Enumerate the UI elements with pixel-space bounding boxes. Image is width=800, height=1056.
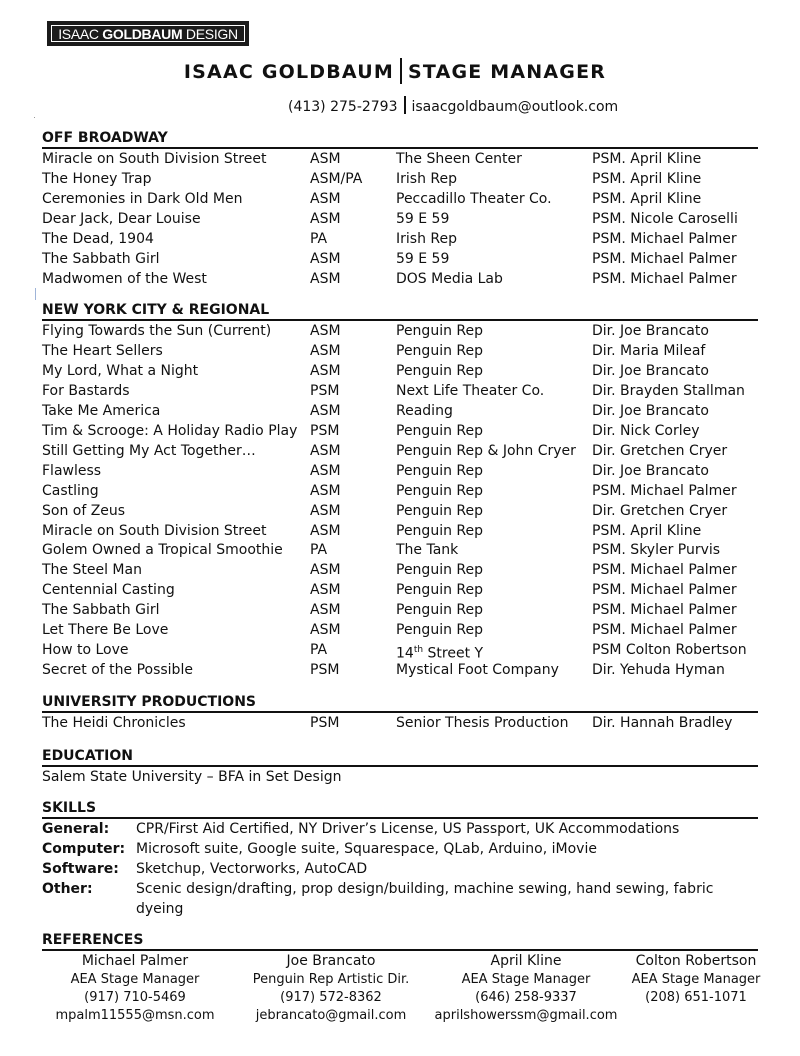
position: ASM/PA <box>310 171 363 187</box>
director: Dir. Joe Brancato <box>592 402 709 419</box>
skill-value: Sketchup, Vectorworks, AutoCAD <box>136 861 368 877</box>
director: PSM. April Kline <box>592 171 702 187</box>
venue: Peccadillo Theater Co. <box>396 191 552 207</box>
education-entry: Salem State University – BFA in Set Design <box>42 769 342 785</box>
reference-email: mpalm11555@msn.com <box>55 1008 215 1023</box>
position: PA <box>310 642 328 659</box>
show-title: The Heart Sellers <box>42 342 163 359</box>
position: ASM <box>310 271 341 287</box>
reference-name: Joe Brancato <box>286 953 376 969</box>
position: ASM <box>310 191 341 207</box>
credit-row <box>0 209 800 229</box>
director: Dir. Gretchen Cryer <box>592 442 728 459</box>
director: PSM. Michael Palmer <box>592 602 737 619</box>
email-address: isaacgoldbaum@outlook.com <box>411 99 619 115</box>
reference-title: AEA Stage Manager <box>631 972 761 987</box>
show-title: Centennial Casting <box>42 582 175 599</box>
venue: Irish Rep <box>396 231 457 247</box>
reference-phone: (917) 572-8362 <box>280 990 382 1005</box>
venue: Penguin Rep <box>396 562 484 579</box>
credit-row <box>0 321 800 341</box>
position: ASM <box>310 402 341 419</box>
credit-row <box>0 361 800 381</box>
position: ASM <box>310 342 341 359</box>
director: Dir. Nick Corley <box>592 422 700 439</box>
logo-text-design: DESIGN <box>182 26 238 42</box>
section-heading-university: UNIVERSITY PRODUCTIONS <box>42 694 758 713</box>
reference-phone: (646) 258-9337 <box>475 990 577 1005</box>
venue: Penguin Rep <box>396 602 484 619</box>
venue: The Tank <box>396 542 459 559</box>
show-title: Miracle on South Division Street <box>42 522 267 539</box>
credit-row <box>0 481 800 501</box>
show-title: How to Love <box>42 642 129 659</box>
person-name: ISAAC GOLDBAUM <box>183 61 394 83</box>
credit-row <box>0 713 800 733</box>
venue: Penguin Rep <box>396 582 484 599</box>
reference-name: Colton Robertson <box>635 953 757 969</box>
skill-value: CPR/First Aid Certified, NY Driver’s License, US Passport, UK Accommodations <box>136 821 680 837</box>
show-title: Son of Zeus <box>42 502 126 519</box>
reference-title: AEA Stage Manager <box>461 972 591 987</box>
director: PSM. April Kline <box>592 522 702 539</box>
credit-row <box>0 560 800 580</box>
venue: Mystical Foot Company <box>396 662 559 679</box>
credit-row <box>0 640 800 660</box>
credit-row <box>0 521 800 541</box>
reference-email <box>596 1007 796 1025</box>
venue: Penguin Rep <box>396 362 484 379</box>
contact-divider <box>404 96 406 114</box>
director: Dir. Brayden Stallman <box>592 382 745 399</box>
show-title: Golem Owned a Tropical Smoothie <box>42 542 283 559</box>
director: PSM Colton Robertson <box>592 642 747 659</box>
position: PSM <box>310 715 340 731</box>
venue: 14th Street Y <box>396 645 484 662</box>
show-title: The Sabbath Girl <box>42 251 160 267</box>
venue: Penguin Rep <box>396 622 484 639</box>
reference-title: AEA Stage Manager <box>70 972 200 987</box>
venue: Penguin Rep <box>396 323 484 339</box>
position: PSM <box>310 382 340 399</box>
credit-row <box>0 421 800 441</box>
reference-phone: (917) 710-5469 <box>84 990 186 1005</box>
credit-row <box>0 540 800 560</box>
show-title: For Bastards <box>42 382 130 399</box>
credit-row <box>0 620 800 640</box>
director: PSM. Michael Palmer <box>592 231 737 247</box>
director: PSM. Michael Palmer <box>592 251 737 267</box>
credit-row <box>0 600 800 620</box>
director: PSM. Michael Palmer <box>592 482 737 499</box>
director: PSM. Nicole Caroselli <box>592 211 738 227</box>
logo <box>47 21 249 46</box>
reference-card <box>231 951 431 1025</box>
position: ASM <box>310 602 341 619</box>
credit-row <box>0 229 800 249</box>
director: Dir. Yehuda Hyman <box>592 662 725 679</box>
position: ASM <box>310 582 341 599</box>
reference-name: Michael Palmer <box>81 953 189 969</box>
position: PA <box>310 231 328 247</box>
cursor-mark <box>35 288 36 300</box>
venue: DOS Media Lab <box>396 271 503 287</box>
contact-line <box>288 96 618 115</box>
show-title: The Sabbath Girl <box>42 602 160 619</box>
position: ASM <box>310 251 341 267</box>
credit-row <box>0 149 800 169</box>
show-title: Secret of the Possible <box>42 662 193 679</box>
position: ASM <box>310 151 341 167</box>
venue: Penguin Rep <box>396 522 484 539</box>
position: ASM <box>310 522 341 539</box>
position: PA <box>310 542 328 559</box>
venue: Penguin Rep <box>396 462 484 479</box>
position: ASM <box>310 211 341 227</box>
position: ASM <box>310 562 341 579</box>
director: Dir. Joe Brancato <box>592 362 709 379</box>
director: Dir. Hannah Bradley <box>592 715 733 731</box>
section-heading-off-broadway: OFF BROADWAY <box>42 130 758 149</box>
reference-email: jebrancato@gmail.com <box>255 1008 407 1023</box>
show-title: The Honey Trap <box>42 171 152 187</box>
credit-row <box>0 501 800 521</box>
director: Dir. Joe Brancato <box>592 323 709 339</box>
venue: Reading <box>396 402 453 419</box>
credit-row <box>0 189 800 209</box>
reference-phone: (208) 651-1071 <box>645 990 747 1005</box>
skill-value: Scenic design/drafting, prop design/building, machine sewing, hand sewing, fabric dyeing <box>136 881 714 917</box>
venue: Penguin Rep <box>396 482 484 499</box>
venue: Penguin Rep <box>396 502 484 519</box>
show-title: Take Me America <box>42 402 161 419</box>
skill-label: General: <box>42 821 110 837</box>
director: PSM. Skyler Purvis <box>592 542 721 559</box>
director: PSM. Michael Palmer <box>592 622 737 639</box>
position: ASM <box>310 482 341 499</box>
credit-row <box>0 441 800 461</box>
show-title: My Lord, What a Night <box>42 362 199 379</box>
position: ASM <box>310 442 341 459</box>
show-title: The Heidi Chronicles <box>42 715 186 731</box>
venue: 59 E 59 <box>396 251 450 267</box>
show-title: Still Getting My Act Together… <box>42 442 256 459</box>
reference-card <box>596 951 796 1025</box>
director: PSM. Michael Palmer <box>592 582 737 599</box>
show-title: Madwomen of the West <box>42 271 207 287</box>
show-title: Flawless <box>42 462 102 479</box>
section-heading-skills: SKILLS <box>42 800 758 819</box>
show-title: Miracle on South Division Street <box>42 151 267 167</box>
position: ASM <box>310 362 341 379</box>
venue: Next Life Theater Co. <box>396 382 545 399</box>
section-heading-education: EDUCATION <box>42 748 758 767</box>
credit-row <box>0 461 800 481</box>
reference-email: aprilshowerssm@gmail.com <box>434 1008 618 1023</box>
position: ASM <box>310 462 341 479</box>
director: Dir. Joe Brancato <box>592 462 709 479</box>
show-title: The Dead, 1904 <box>42 231 154 247</box>
skill-value: Microsoft suite, Google suite, Squarespace, QLab, Arduino, iMovie <box>136 841 597 857</box>
credit-row <box>0 580 800 600</box>
credit-row <box>0 341 800 361</box>
stray-mark <box>34 117 35 118</box>
reference-card <box>35 951 235 1025</box>
position: ASM <box>310 323 341 339</box>
director: PSM. Michael Palmer <box>592 271 737 287</box>
venue: The Sheen Center <box>396 151 522 167</box>
venue: 59 E 59 <box>396 211 450 227</box>
director: PSM. Michael Palmer <box>592 562 737 579</box>
venue: Irish Rep <box>396 171 457 187</box>
show-title: Dear Jack, Dear Louise <box>42 211 201 227</box>
credit-row <box>0 660 800 680</box>
phone-number: (413) 275-2793 <box>288 99 398 115</box>
director: Dir. Gretchen Cryer <box>592 502 728 519</box>
credit-row <box>0 249 800 269</box>
director: PSM. April Kline <box>592 151 702 167</box>
skill-label: Computer: <box>42 841 126 857</box>
section-heading-nyc-regional: NEW YORK CITY & REGIONAL <box>42 302 758 321</box>
position: PSM <box>310 422 340 439</box>
show-title: Let There Be Love <box>42 622 169 639</box>
logo-text-goldbaum: GOLDBAUM <box>102 26 183 42</box>
director: Dir. Maria Mileaf <box>592 342 706 359</box>
position: PSM <box>310 662 340 679</box>
position: ASM <box>310 622 341 639</box>
venue: Penguin Rep <box>396 422 484 439</box>
venue: Senior Thesis Production <box>396 715 569 731</box>
reference-name: April Kline <box>490 953 562 969</box>
show-title: Castling <box>42 482 99 499</box>
show-title: Tim & Scrooge: A Holiday Radio Play <box>42 422 298 439</box>
venue: Penguin Rep & John Cryer <box>396 442 576 459</box>
resume-title <box>0 58 790 84</box>
logo-text-isaac: ISAAC <box>58 26 103 42</box>
position: ASM <box>310 502 341 519</box>
credit-row <box>0 269 800 289</box>
show-title: The Steel Man <box>42 562 142 579</box>
skill-label: Software: <box>42 861 119 877</box>
credit-row <box>0 381 800 401</box>
show-title: Ceremonies in Dark Old Men <box>42 191 243 207</box>
show-title: Flying Towards the Sun (Current) <box>42 323 272 339</box>
reference-title: Penguin Rep Artistic Dir. <box>252 972 410 987</box>
person-role: STAGE MANAGER <box>408 61 607 83</box>
credit-row <box>0 401 800 421</box>
credit-row <box>0 169 800 189</box>
title-divider <box>400 58 402 84</box>
section-heading-references: REFERENCES <box>42 932 758 951</box>
skill-label: Other: <box>42 881 93 897</box>
venue: Penguin Rep <box>396 342 484 359</box>
director: PSM. April Kline <box>592 191 702 207</box>
